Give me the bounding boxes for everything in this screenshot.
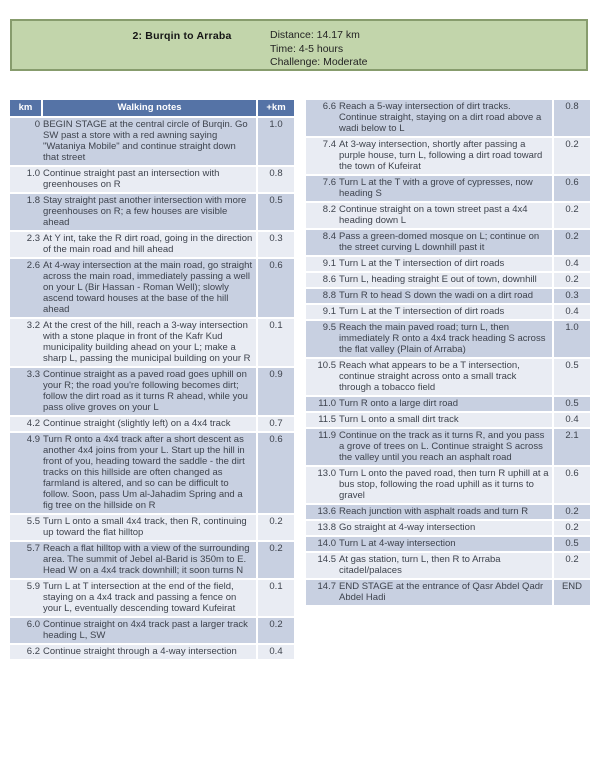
table-row <box>10 259 294 317</box>
walking-note-text: At the crest of the hill, reach a 3-way intersection with a stone plaque in front of the Kafr Kud municipality building ahead on your L; make a sharp L, passing the municipal building on your R <box>43 320 251 364</box>
table-row <box>306 138 590 174</box>
plus-km-value: 0.2 <box>554 203 590 228</box>
table-header-row <box>10 100 294 116</box>
note-cell <box>306 359 552 395</box>
note-cell <box>306 553 552 578</box>
note-cell <box>10 368 256 415</box>
plus-km-value: 0.7 <box>258 417 294 431</box>
km-value: 3.3 <box>26 369 40 380</box>
plus-km-value: 0.4 <box>258 645 294 659</box>
note-cell <box>10 259 256 317</box>
note-cell <box>306 429 552 465</box>
route-header-box <box>10 19 588 71</box>
walking-note-text: Turn L onto the paved road, then turn R uphill at a bus stop, following the road uphill as it turns to gravel <box>339 468 549 501</box>
walking-note-text: BEGIN STAGE at the central circle of Burqin. Go SW past a store with a red awning saying "Wataniya Mobile" and continue straight down that street <box>43 119 248 163</box>
plus-km-value: 0.2 <box>554 230 590 255</box>
walking-note-text: Turn R onto a large dirt road <box>339 398 458 409</box>
note-cell <box>10 645 256 659</box>
km-value: 9.1 <box>322 258 336 269</box>
km-value: 13.8 <box>317 522 336 533</box>
plus-km-value: 0.5 <box>554 537 590 551</box>
plus-km-value: 0.5 <box>258 194 294 230</box>
km-value: 9.1 <box>322 306 336 317</box>
walking-note-text: Reach what appears to be a T intersection, continue straight across onto a small track through a tobacco field <box>339 360 520 393</box>
km-value: 8.8 <box>322 290 336 301</box>
km-value: 5.7 <box>26 543 40 554</box>
note-cell <box>306 467 552 503</box>
note-cell <box>306 305 552 319</box>
km-value: 8.2 <box>322 204 336 215</box>
table-row <box>10 645 294 659</box>
walking-note-text: Turn R to head S down the wadi on a dirt road <box>339 290 533 301</box>
plus-km-value: 0.6 <box>258 433 294 513</box>
note-cell <box>306 273 552 287</box>
km-value: 3.2 <box>26 320 40 331</box>
km-value: 2.6 <box>26 260 40 271</box>
note-cell <box>306 505 552 519</box>
note-cell <box>306 176 552 201</box>
note-cell <box>306 580 552 605</box>
km-value: 6.6 <box>322 101 336 112</box>
plus-km-value: 1.0 <box>554 321 590 357</box>
km-value: 11.0 <box>318 398 336 409</box>
plus-km-value: 0.9 <box>258 368 294 415</box>
walking-note-text: Reach a flat hilltop with a view of the surrounding area. The summit of Jebel al-Barid is 350m to E. Head W on a 4x4 track downhill; it soon turns N <box>43 543 250 576</box>
walking-notes-table-left <box>10 100 294 659</box>
note-cell <box>10 433 256 513</box>
plus-km-value: 0.1 <box>258 580 294 616</box>
plus-km-value: 0.5 <box>554 397 590 411</box>
walking-note-text: Turn L at the T intersection of dirt roads <box>339 306 505 317</box>
note-cell <box>10 580 256 616</box>
note-cell <box>306 413 552 427</box>
note-cell <box>10 515 256 540</box>
plus-km-value: 0.1 <box>258 319 294 366</box>
km-value: 4.2 <box>26 418 40 429</box>
km-value: 14.7 <box>317 581 336 592</box>
table-row <box>10 417 294 431</box>
note-cell <box>306 397 552 411</box>
note-cell <box>306 321 552 357</box>
table-body-right <box>306 100 590 605</box>
plus-km-value: 0.4 <box>554 305 590 319</box>
plus-km-value: 0.6 <box>554 467 590 503</box>
walking-note-text: Stay straight past another intersection with more greenhouses on R; a few houses are visible ahead <box>43 195 247 228</box>
km-value: 11.5 <box>318 414 336 425</box>
table-row <box>306 505 590 519</box>
table-row <box>306 230 590 255</box>
plus-km-value: 0.2 <box>258 618 294 643</box>
note-cell <box>306 100 552 136</box>
walking-note-text: Pass a green-domed mosque on L; continue on the street curving L downhill past it <box>339 231 540 253</box>
note-cell <box>306 138 552 174</box>
walking-note-text: At Y int, take the R dirt road, going in the direction of the main road and hill ahead <box>43 233 253 255</box>
plus-km-value: 1.0 <box>258 118 294 165</box>
km-value: 8.6 <box>322 274 336 285</box>
walking-note-text: Continue straight on 4x4 track past a larger track heading L, SW <box>43 619 248 641</box>
walking-note-text: Turn L, heading straight E out of town, downhill <box>339 274 537 285</box>
table-row <box>306 413 590 427</box>
note-cell <box>306 203 552 228</box>
table-row <box>10 368 294 415</box>
km-value: 10.5 <box>317 360 336 371</box>
table-row <box>306 100 590 136</box>
walking-note-text: At 4-way intersection at the main road, go straight across the main road, immediately passing a well on your L (Bir Hassan - Roman Well); slowly ascend toward houses at the base of the hill ahead <box>43 260 253 315</box>
table-row <box>10 580 294 616</box>
note-cell <box>306 230 552 255</box>
km-value: 11.9 <box>318 430 336 441</box>
walking-note-text: Continue straight as a paved road goes uphill on your R; the road you're following becomes dirt; follow the dirt road as it turns R ahead, while you pass olive groves on your L <box>43 369 248 413</box>
plus-km-value: 0.2 <box>554 521 590 535</box>
plus-km-value: END <box>554 580 590 605</box>
table-body-left <box>10 118 294 659</box>
km-value: 6.2 <box>26 646 40 657</box>
km-value: 5.5 <box>26 516 40 527</box>
km-value: 7.4 <box>322 139 336 150</box>
plus-km-value: 0.6 <box>258 259 294 317</box>
plus-km-value: 0.8 <box>258 167 294 192</box>
km-value: 9.5 <box>322 322 336 333</box>
walking-note-text: Turn L at the T with a grove of cypresses, now heading S <box>339 177 533 199</box>
table-row <box>10 118 294 165</box>
km-value: 4.9 <box>26 434 40 445</box>
walking-note-text: Turn R onto a 4x4 track after a short descent as another 4x4 joins from your L. Start up the hill in front of you, heading toward the saddle - the dirt tracks on this hillside are often changed as farmland is altered, and so can be difficult to follow. Soon, pass Um al-Jahadim Spring and a fig tree on the hillside on R <box>43 434 245 511</box>
table-row <box>10 542 294 578</box>
column-header-plus-km: +km <box>258 100 294 116</box>
walking-note-text: Turn L at the T intersection of dirt roads <box>339 258 505 269</box>
km-value: 1.8 <box>26 195 40 206</box>
table-row <box>10 515 294 540</box>
walking-note-text: Continue straight past an intersection with greenhouses on R <box>43 168 220 190</box>
plus-km-value: 0.5 <box>554 359 590 395</box>
plus-km-value: 0.2 <box>258 542 294 578</box>
walking-note-text: Reach a 5-way intersection of dirt tracks. Continue straight, staying on a dirt road above a wadi below to L <box>339 101 542 134</box>
walking-note-text: At gas station, turn L, then R to Arraba citadel/palaces <box>339 554 501 576</box>
walking-note-text: Go straight at 4-way intersection <box>339 522 476 533</box>
note-cell <box>306 537 552 551</box>
table-row <box>306 553 590 578</box>
table-row <box>306 429 590 465</box>
note-cell <box>10 232 256 257</box>
note-cell <box>10 319 256 366</box>
plus-km-value: 2.1 <box>554 429 590 465</box>
km-value: 8.4 <box>322 231 336 242</box>
km-value: 13.6 <box>317 506 336 517</box>
note-cell <box>10 417 256 431</box>
table-row <box>306 203 590 228</box>
table-row <box>10 232 294 257</box>
route-meta <box>270 29 367 70</box>
table-row <box>306 257 590 271</box>
km-value: 5.9 <box>26 581 40 592</box>
table-row <box>10 167 294 192</box>
plus-km-value: 0.2 <box>554 505 590 519</box>
note-cell <box>10 618 256 643</box>
walking-note-text: Turn L onto a small 4x4 track, then R, continuing up toward the flat hilltop <box>43 516 247 538</box>
note-cell <box>10 542 256 578</box>
walking-note-text: Turn L at 4-way intersection <box>339 538 456 549</box>
km-value: 1.0 <box>26 168 40 179</box>
walking-note-text: At 3-way intersection, shortly after passing a purple house, turn L, following a dirt road toward the town of Kufeirat <box>339 139 543 172</box>
km-value: 13.0 <box>317 468 336 479</box>
km-value: 6.0 <box>26 619 40 630</box>
plus-km-value: 0.2 <box>554 273 590 287</box>
km-value: 2.3 <box>26 233 40 244</box>
plus-km-value: 0.8 <box>554 100 590 136</box>
table-row <box>306 176 590 201</box>
plus-km-value: 0.3 <box>258 232 294 257</box>
table-row <box>10 618 294 643</box>
walking-note-text: Continue straight on a town street past a 4x4 heading down L <box>339 204 528 226</box>
plus-km-value: 0.4 <box>554 257 590 271</box>
table-row <box>306 467 590 503</box>
km-value: 0 <box>34 119 40 130</box>
note-cell <box>10 194 256 230</box>
km-value: 7.6 <box>322 177 336 188</box>
plus-km-value: 0.6 <box>554 176 590 201</box>
table-row <box>10 319 294 366</box>
note-cell <box>306 521 552 535</box>
walking-note-text: Continue straight through a 4-way intersection <box>43 646 237 657</box>
table-row <box>10 433 294 513</box>
note-cell <box>306 257 552 271</box>
table-row <box>306 397 590 411</box>
km-value: 14.0 <box>317 538 336 549</box>
walking-notes-table-right <box>306 100 590 605</box>
note-cell <box>10 118 256 165</box>
plus-km-value: 0.2 <box>258 515 294 540</box>
walking-note-text: Turn L onto a small dirt track <box>339 414 459 425</box>
km-value: 14.5 <box>317 554 336 565</box>
column-header-km: km <box>10 100 41 116</box>
plus-km-value: 0.2 <box>554 138 590 174</box>
walking-note-text: Reach junction with asphalt roads and turn R <box>339 506 529 517</box>
table-row <box>306 580 590 605</box>
note-cell <box>306 289 552 303</box>
route-time: Time: 4-5 hours <box>270 42 344 55</box>
walking-note-text: Turn L at T intersection at the end of the field, staying on a 4x4 track and passing a fence on your L, eventually descending toward Kufeirat <box>43 581 237 614</box>
table-row <box>306 273 590 287</box>
table-row <box>306 537 590 551</box>
table-row <box>306 305 590 319</box>
walking-note-text: END STAGE at the entrance of Qasr Abdel Qadr Abdel Hadi <box>339 581 544 603</box>
route-challenge: Challenge: Moderate <box>270 56 368 68</box>
route-distance: Distance: 14.17 km <box>270 29 360 41</box>
note-cell <box>10 167 256 192</box>
table-row <box>306 289 590 303</box>
table-row <box>306 321 590 357</box>
plus-km-value: 0.3 <box>554 289 590 303</box>
route-title: 2: Burqin to Arraba <box>132 30 232 42</box>
walking-note-text: Continue straight (slightly left) on a 4x4 track <box>43 418 231 429</box>
table-row <box>306 521 590 535</box>
table-row <box>10 194 294 230</box>
walking-note-text: Continue on the track as it turns R, and you pass a grove of trees on L. Continue straight S across the valley until you reach an asphalt road <box>339 430 545 463</box>
walking-note-text: Reach the main paved road; turn L, then immediately R onto a 4x4 track heading S across the flat valley (Plain of Arraba) <box>339 322 546 355</box>
column-header-walking-notes: Walking notes <box>43 100 256 116</box>
plus-km-value: 0.2 <box>554 553 590 578</box>
plus-km-value: 0.4 <box>554 413 590 427</box>
table-row <box>306 359 590 395</box>
